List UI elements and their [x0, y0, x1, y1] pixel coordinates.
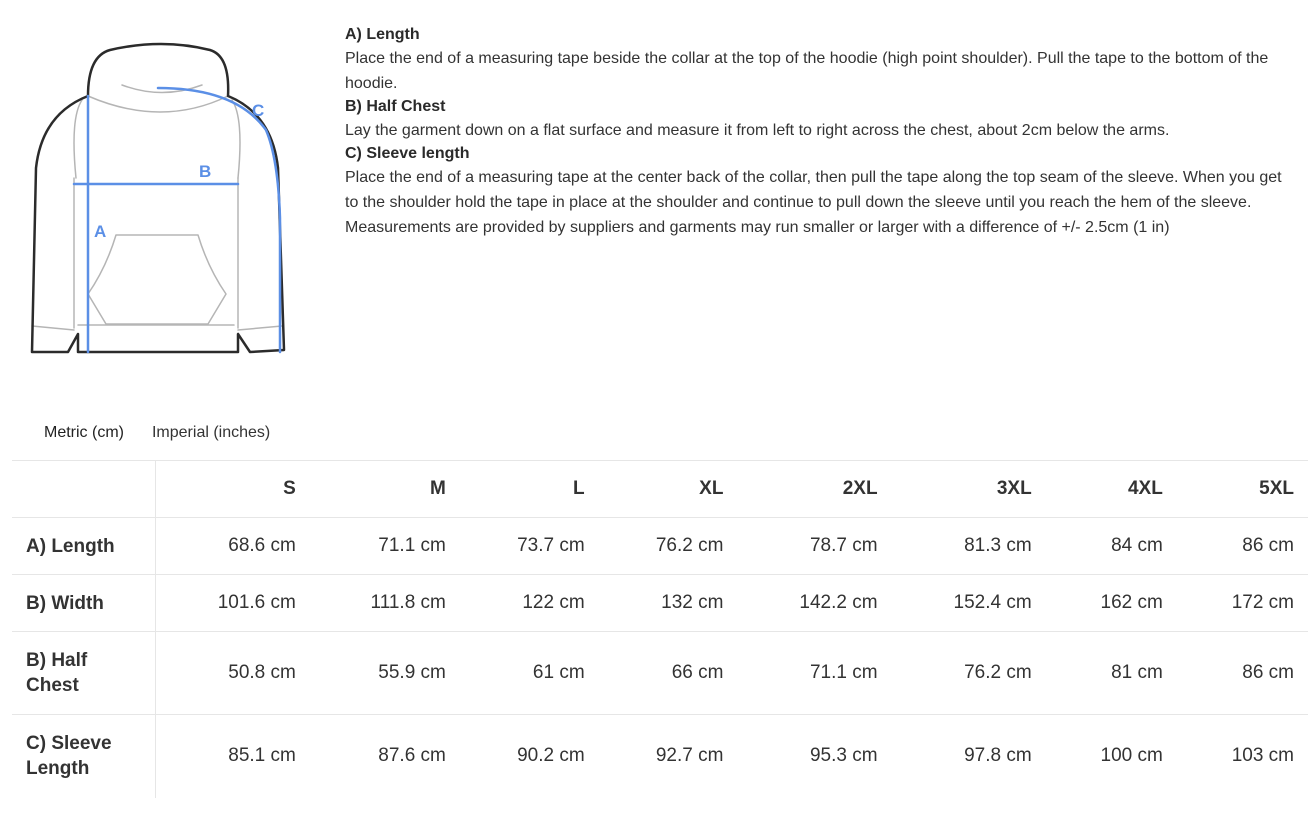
row-label: C) Sleeve Length	[12, 715, 155, 798]
sleeve-text: Place the end of a measuring tape at the center back of the collar, then pull the tape along the top seam of the sleeve. When you get to the shoulder hold the tape in place at the shoulder and continue to pull down the sleeve until you reach the hem of the sleeve.	[345, 169, 1282, 211]
size-header: M	[310, 461, 460, 518]
table-cell: 86 cm	[1177, 518, 1308, 575]
table-cell: 95.3 cm	[737, 715, 891, 798]
label-a: A	[94, 222, 107, 241]
row-label: B) Half Chest	[12, 632, 155, 715]
table-cell: 78.7 cm	[737, 518, 891, 575]
table-cell: 101.6 cm	[155, 575, 310, 632]
table-cell: 55.9 cm	[310, 632, 460, 715]
table-cell: 162 cm	[1046, 575, 1177, 632]
row-label: A) Length	[12, 518, 155, 575]
table-cell: 92.7 cm	[599, 715, 738, 798]
table-cell: 87.6 cm	[310, 715, 460, 798]
table-cell: 73.7 cm	[460, 518, 599, 575]
size-chart-table	[12, 460, 1308, 798]
table-row	[12, 575, 1308, 632]
corner-cell	[12, 461, 155, 518]
measurement-instructions	[345, 24, 1295, 240]
size-header: S	[155, 461, 310, 518]
size-header: 3XL	[892, 461, 1046, 518]
table-cell: 142.2 cm	[737, 575, 891, 632]
table-cell: 103 cm	[1177, 715, 1308, 798]
measurement-disclaimer: Measurements are provided by suppliers and garments may run smaller or larger with a difference of +/- 2.5cm (1 in)	[345, 219, 1170, 236]
table-cell: 86 cm	[1177, 632, 1308, 715]
size-header: 4XL	[1046, 461, 1177, 518]
sleeve-title: C) Sleeve length	[345, 145, 470, 162]
table-cell: 71.1 cm	[737, 632, 891, 715]
size-header: 2XL	[737, 461, 891, 518]
table-row	[12, 518, 1308, 575]
size-header: 5XL	[1177, 461, 1308, 518]
chest-title: B) Half Chest	[345, 98, 446, 115]
table-row	[12, 715, 1308, 798]
table-cell: 84 cm	[1046, 518, 1177, 575]
table-cell: 76.2 cm	[599, 518, 738, 575]
table-cell: 111.8 cm	[310, 575, 460, 632]
table-cell: 132 cm	[599, 575, 738, 632]
tab-imperial[interactable]: Imperial (inches)	[151, 424, 271, 441]
length-title: A) Length	[345, 26, 420, 43]
table-cell: 172 cm	[1177, 575, 1308, 632]
length-text: Place the end of a measuring tape beside the collar at the top of the hoodie (high point shoulder). Pull the tape to the bottom of the hoodie.	[345, 50, 1269, 92]
tab-metric[interactable]: Metric (cm)	[44, 424, 124, 441]
table-cell: 122 cm	[460, 575, 599, 632]
size-header-row	[12, 461, 1308, 518]
table-row	[12, 632, 1308, 715]
sleeve-measure-line	[158, 88, 280, 352]
table-cell: 81 cm	[1046, 632, 1177, 715]
hoodie-illustration	[22, 38, 298, 362]
table-cell: 85.1 cm	[155, 715, 310, 798]
row-label: B) Width	[12, 575, 155, 632]
table-cell: 66 cm	[599, 632, 738, 715]
table-cell: 90.2 cm	[460, 715, 599, 798]
table-cell: 50.8 cm	[155, 632, 310, 715]
table-cell: 71.1 cm	[310, 518, 460, 575]
size-header: XL	[599, 461, 738, 518]
label-b: B	[199, 162, 212, 181]
size-header: L	[460, 461, 599, 518]
table-cell: 97.8 cm	[892, 715, 1046, 798]
table-cell: 81.3 cm	[892, 518, 1046, 575]
label-c: C	[252, 101, 265, 120]
table-cell: 68.6 cm	[155, 518, 310, 575]
chest-text: Lay the garment down on a flat surface and measure it from left to right across the chest, about 2cm below the arms.	[345, 122, 1170, 139]
table-cell: 76.2 cm	[892, 632, 1046, 715]
hoodie-measurement-diagram	[22, 38, 298, 362]
unit-toggle	[30, 420, 284, 446]
table-cell: 61 cm	[460, 632, 599, 715]
table-cell: 100 cm	[1046, 715, 1177, 798]
table-cell: 152.4 cm	[892, 575, 1046, 632]
